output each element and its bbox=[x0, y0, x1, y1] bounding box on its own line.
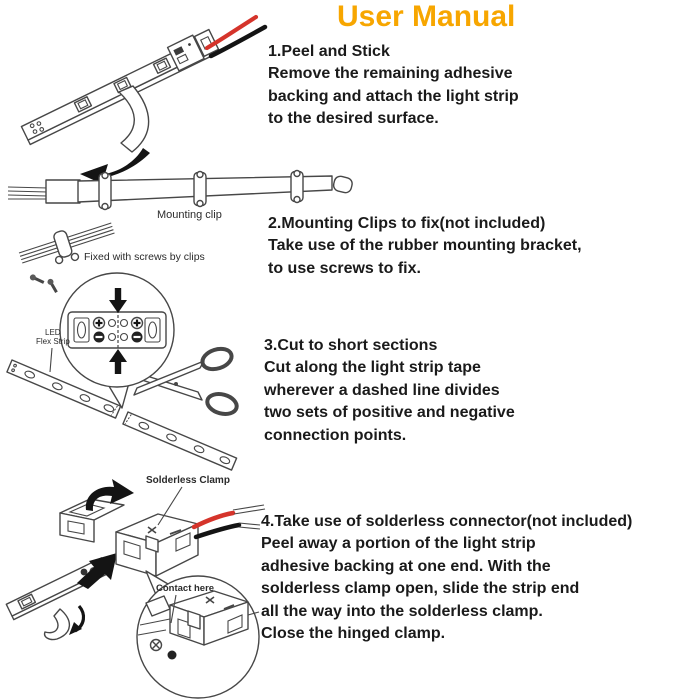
step1-heading: 1.Peel and Stick bbox=[268, 43, 390, 60]
strip-end bbox=[6, 558, 109, 620]
step3-illustration bbox=[0, 268, 285, 495]
strip-with-clips bbox=[8, 171, 353, 210]
screw-clip bbox=[53, 230, 73, 259]
red-wire bbox=[194, 513, 233, 527]
step3-line: connection points. bbox=[264, 426, 407, 444]
step3-instructions bbox=[264, 335, 515, 447]
led-flex-strip-label: LED bbox=[45, 328, 61, 337]
page-title: User Manual bbox=[337, 0, 516, 33]
mounting-clip bbox=[99, 173, 111, 210]
step3-line: wherever a dashed line divides bbox=[264, 381, 500, 399]
cut-strip-segment bbox=[123, 412, 237, 470]
step1-line: Remove the remaining adhesive bbox=[268, 65, 513, 83]
peel-backing-flap bbox=[119, 86, 149, 152]
step4-line: adhesive backing at one end. With the bbox=[261, 557, 551, 575]
step3-line: Cut along the light strip tape bbox=[264, 359, 481, 377]
step1-line: backing and attach the light strip bbox=[268, 87, 519, 105]
step4-heading: 4.Take use of solderless connector(not included) bbox=[261, 513, 633, 530]
fixed-with-screws-label: Fixed with screws by clips bbox=[84, 251, 205, 263]
step2-line: Take use of the rubber mounting bracket, bbox=[268, 237, 582, 255]
step2-heading: 2.Mounting Clips to fix(not included) bbox=[268, 215, 546, 232]
positive-pad bbox=[132, 318, 143, 329]
step3-heading: 3.Cut to short sections bbox=[264, 337, 438, 354]
black-wire bbox=[196, 525, 239, 537]
step4-line: Close the hinged clamp. bbox=[261, 625, 446, 643]
step4-line: solderless clamp open, slide the strip end bbox=[261, 580, 580, 598]
step3-line: two sets of positive and negative bbox=[264, 404, 515, 422]
strip-end-cap bbox=[332, 175, 353, 194]
step4-instructions bbox=[261, 511, 632, 645]
contact-screw bbox=[151, 640, 162, 651]
negative-pad bbox=[132, 332, 143, 343]
step4-line: all the way into the solderless clamp. bbox=[261, 602, 543, 620]
mounting-clip bbox=[194, 172, 206, 207]
peel-arrow-head bbox=[69, 622, 82, 635]
contact-screw bbox=[168, 651, 177, 660]
mounting-clip bbox=[291, 171, 303, 203]
step4-illustration bbox=[0, 463, 285, 700]
solderless-clamp-label: Solderless Clamp bbox=[146, 475, 230, 486]
mounting-clip-label: Mounting clip bbox=[157, 209, 222, 221]
led-flex-strip-label: Flex Strip bbox=[36, 337, 70, 346]
step1-instructions bbox=[268, 41, 519, 131]
solderless-clamp-body bbox=[116, 514, 198, 576]
peel-backing-curl bbox=[45, 609, 70, 640]
wire-sleeve bbox=[46, 180, 80, 203]
negative-pad bbox=[94, 332, 105, 343]
step1-line: to the desired surface. bbox=[268, 110, 439, 128]
strip-connector bbox=[168, 28, 220, 71]
contact-here-label: Contact here bbox=[156, 583, 215, 594]
step4-line: Peel away a portion of the light strip bbox=[261, 535, 536, 553]
step2-line: to use screws to fix. bbox=[268, 259, 421, 277]
positive-pad bbox=[94, 318, 105, 329]
led-strip bbox=[18, 28, 219, 145]
label-leader-line bbox=[50, 348, 52, 372]
